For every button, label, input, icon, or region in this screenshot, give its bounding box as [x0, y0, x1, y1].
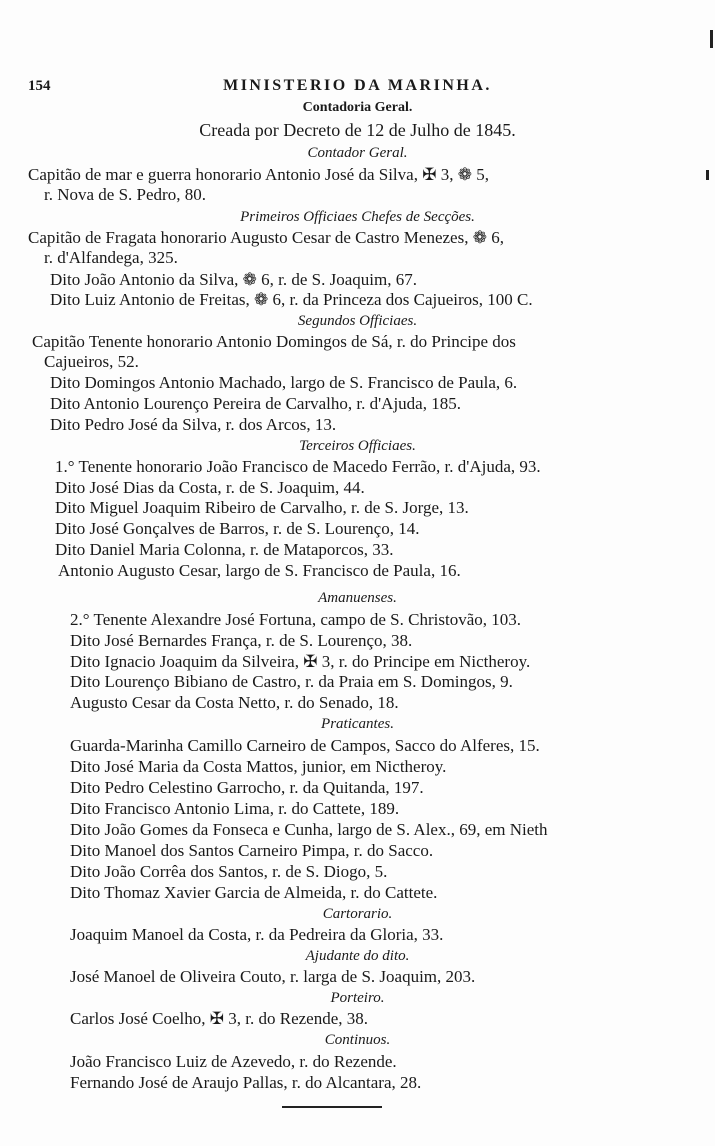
staff-entry: Dito Domingos Antonio Machado, largo de S. Francisco de Paula, 6.: [50, 373, 518, 392]
role-heading: Praticantes.: [321, 716, 394, 732]
entry-continuation: r. Nova de S. Pedro, 80.: [44, 185, 206, 204]
role-heading: Continuos.: [324, 1032, 391, 1048]
staff-entry: Dito Manoel dos Santos Carneiro Pimpa, r. do Sacco.: [70, 841, 434, 860]
staff-entry: Capitão de Fragata honorario Augusto Cesar de Castro Menezes, ❁ 6,: [28, 228, 504, 247]
staff-entry: José Manoel de Oliveira Couto, r. larga de S. Joaquim, 203.: [70, 967, 476, 986]
staff-entry: Dito João Antonio da Silva, ❁ 6, r. de S. Joaquim, 67.: [50, 270, 417, 289]
running-title: MINISTERIO DA MARINHA.: [223, 77, 492, 94]
staff-entry: Augusto Cesar da Costa Netto, r. do Senado, 18.: [70, 693, 399, 712]
role-heading: Porteiro.: [330, 990, 385, 1006]
staff-entry: Dito João Gomes da Fonseca e Cunha, largo de S. Alex., 69, em Nieth: [70, 820, 548, 839]
role-heading: Ajudante do dito.: [305, 948, 410, 964]
role-heading: Contador Geral.: [307, 145, 408, 161]
staff-entry: Dito Daniel Maria Colonna, r. de Mataporcos, 33.: [55, 540, 394, 559]
staff-entry: Capitão Tenente honorario Antonio Domingos de Sá, r. do Principe dos: [32, 332, 516, 351]
scan-mark: [710, 30, 713, 48]
staff-entry: Dito José Bernardes França, r. de S. Lourenço, 38.: [70, 631, 413, 650]
section-subtitle: Creada por Decreto de 12 de Julho de 1845.: [199, 120, 516, 140]
role-heading: Amanuenses.: [318, 590, 397, 606]
scan-mark: [706, 170, 709, 180]
staff-entry: Carlos José Coelho, ✠ 3, r. do Rezende, 38.: [70, 1009, 369, 1028]
staff-entry: Dito Lourenço Bibiano de Castro, r. da Praia em S. Domingos, 9.: [70, 672, 513, 691]
staff-entry: Dito João Corrêa dos Santos, r. de S. Diogo, 5.: [70, 862, 388, 881]
staff-entry: Dito Ignacio Joaquim da Silveira, ✠ 3, r. do Principe em Nictheroy.: [70, 652, 531, 671]
staff-entry: Fernando José de Araujo Pallas, r. do Alcantara, 28.: [70, 1073, 422, 1092]
role-heading: Terceiros Officiaes.: [299, 438, 416, 454]
role-heading: Primeiros Officiaes Chefes de Secções.: [240, 209, 475, 225]
role-heading: Cartorario.: [322, 906, 393, 922]
staff-entry: Dito José Dias da Costa, r. de S. Joaquim, 44.: [55, 478, 365, 497]
staff-entry: Dito José Gonçalves de Barros, r. de S. Lourenço, 14.: [55, 519, 420, 538]
staff-entry: Dito Antonio Lourenço Pereira de Carvalho, r. d'Ajuda, 185.: [50, 394, 461, 413]
staff-entry: Capitão de mar e guerra honorario Antonio José da Silva, ✠ 3, ❁ 5,: [28, 165, 489, 184]
staff-entry: Dito Thomaz Xavier Garcia de Almeida, r. do Cattete.: [70, 883, 438, 902]
staff-entry: Dito Pedro Celestino Garrocho, r. da Quitanda, 197.: [70, 778, 424, 797]
closing-rule: [282, 1106, 382, 1108]
entry-continuation: Cajueiros, 52.: [44, 352, 139, 371]
staff-entry: 1.° Tenente honorario João Francisco de Macedo Ferrão, r. d'Ajuda, 93.: [55, 457, 541, 476]
section-title: Contadoria Geral.: [302, 100, 413, 115]
staff-entry: João Francisco Luiz de Azevedo, r. do Rezende.: [70, 1052, 397, 1071]
staff-entry: Dito Pedro José da Silva, r. dos Arcos, 13.: [50, 415, 337, 434]
entry-continuation: r. d'Alfandega, 325.: [44, 248, 178, 267]
staff-entry: Guarda-Marinha Camillo Carneiro de Campos, Sacco do Alferes, 15.: [70, 736, 540, 755]
page-number: 154: [28, 78, 51, 94]
staff-entry: Dito José Maria da Costa Mattos, junior, em Nictheroy.: [70, 757, 447, 776]
role-heading: Segundos Officiaes.: [297, 313, 418, 329]
staff-entry: Dito Francisco Antonio Lima, r. do Cattete, 189.: [70, 799, 400, 818]
staff-entry: Dito Miguel Joaquim Ribeiro de Carvalho, r. de S. Jorge, 13.: [55, 498, 469, 517]
staff-entry: Antonio Augusto Cesar, largo de S. Francisco de Paula, 16.: [58, 561, 461, 580]
staff-entry: Dito Luiz Antonio de Freitas, ❁ 6, r. da Princeza dos Cajueiros, 100 C.: [50, 290, 533, 309]
staff-entry: 2.° Tenente Alexandre José Fortuna, campo de S. Christovão, 103.: [70, 610, 521, 629]
staff-entry: Joaquim Manoel da Costa, r. da Pedreira da Gloria, 33.: [70, 925, 444, 944]
